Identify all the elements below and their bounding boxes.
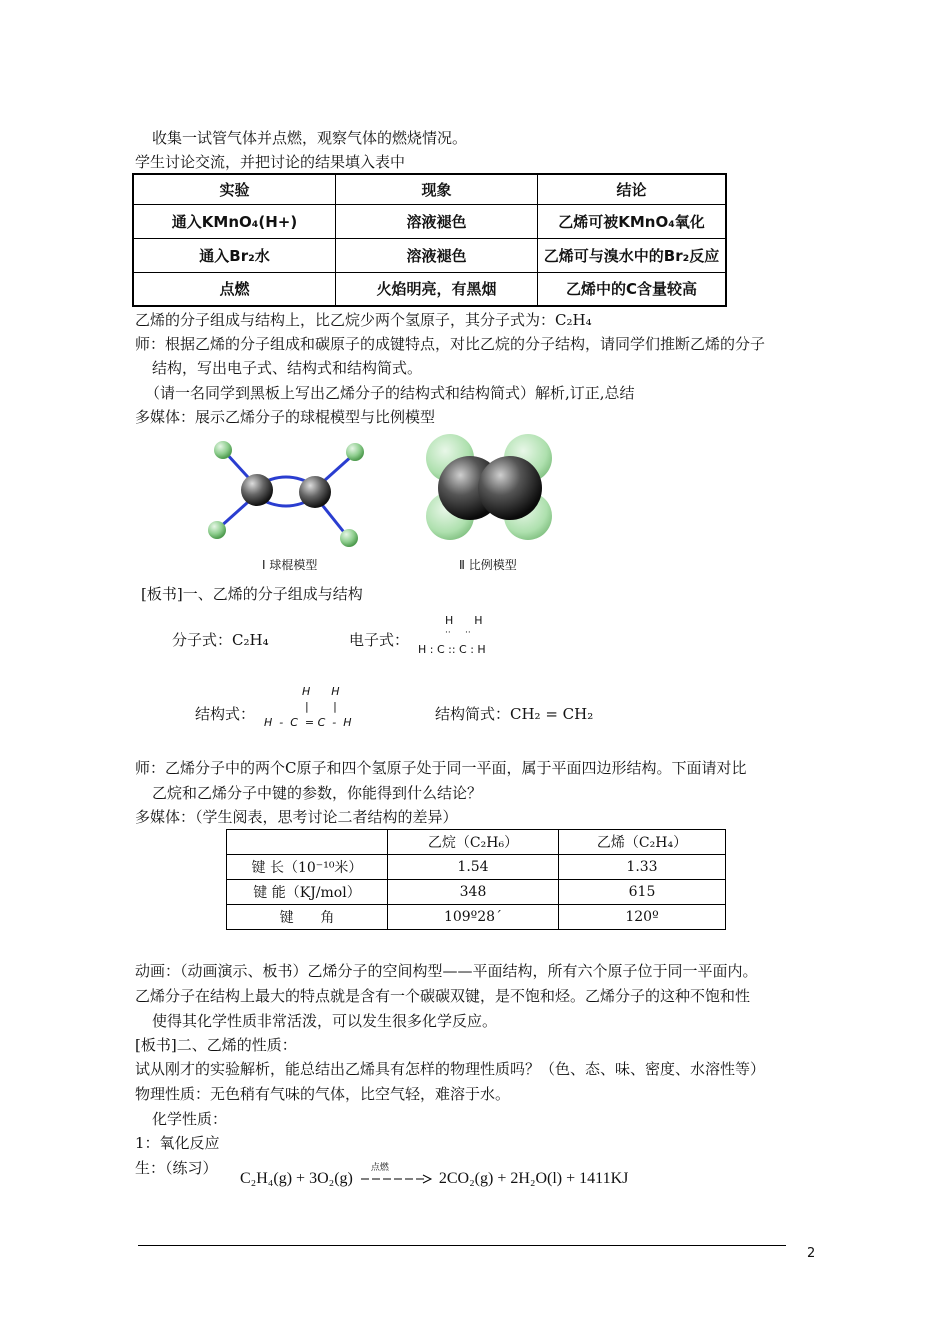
paragraph: 学生讨论交流，并把讨论的结果填入表中 xyxy=(135,153,406,171)
combustion-equation xyxy=(240,1163,629,1188)
paragraph: 收集一试管气体并点燃，观察气体的燃烧情况。 xyxy=(152,129,468,147)
reaction-arrow xyxy=(357,1163,435,1188)
paragraph: 多媒体：展示乙烯分子的球棍模型与比例模型 xyxy=(135,408,436,426)
paragraph: 乙烯分子在结构上最大的特点就是含有一个碳碳双键，是不饱和烃。乙烯分子的这种不饱和性 xyxy=(135,987,751,1005)
ball-stick-model xyxy=(195,432,375,554)
table-cell: 1.33 xyxy=(559,855,726,880)
carbon-atom xyxy=(478,456,542,520)
paragraph: 动画：（动画演示、板书）乙烯分子的空间构型——平面结构，所有六个原子位于同一平面内。 xyxy=(135,962,758,980)
bond-parameter-table xyxy=(226,829,726,930)
equation-left: C₂H₄(g) + 3O₂(g) xyxy=(240,1170,353,1187)
page-number: 2 xyxy=(807,1246,816,1261)
table-cell: 溶液褪色 xyxy=(336,238,538,272)
reaction-condition: 点燃 xyxy=(370,1163,389,1173)
table-cell: 键 角 xyxy=(227,905,388,930)
table-cell: 通入Br₂水 xyxy=(133,238,336,272)
header-cell: 现象 xyxy=(336,174,538,204)
table-cell: 溶液褪色 xyxy=(336,204,538,238)
paragraph: 生：（练习） xyxy=(135,1159,218,1177)
header-cell: 结论 xyxy=(538,174,727,204)
paragraph: 师：乙烯分子中的两个C原子和四个氢原子处于同一平面，属于平面四边形结构。下面请对比 xyxy=(135,759,747,777)
electron-label: 电子式： xyxy=(349,631,410,649)
table-cell: 点燃 xyxy=(133,272,336,306)
table-cell: 1.54 xyxy=(388,855,559,880)
paragraph: 乙烯的分子组成与结构上，比乙烷少两个氢原子，其分子式为：C₂H₄ xyxy=(135,311,592,329)
arrow-icon xyxy=(359,1173,433,1185)
table-cell: 火焰明亮，有黑烟 xyxy=(336,272,538,306)
electron-formula-dots: ·· ·· xyxy=(445,628,471,638)
paragraph: 物理性质：无色稍有气味的气体，比空气轻，难溶于水。 xyxy=(135,1085,511,1103)
table-cell: 通入KMnO₄(H+) xyxy=(133,204,336,238)
paragraph: 化学性质： xyxy=(152,1110,228,1128)
hydrogen-atom xyxy=(346,443,364,461)
paragraph: 使得其化学性质非常活泼，可以发生很多化学反应。 xyxy=(152,1012,498,1030)
paragraph: 结构，写出电子式、结构式和结构简式。 xyxy=(152,359,423,377)
structural-formula-bars: | | xyxy=(305,700,337,713)
carbon-atom xyxy=(299,476,331,508)
hydrogen-atom xyxy=(214,441,232,459)
paragraph: 乙烷和乙烯分子中键的参数，你能得到什么结论？ xyxy=(152,784,483,802)
structural-formula-bottom: H - C = C - H xyxy=(264,716,352,729)
simple-formula: 结构简式：CH₂ = CH₂ xyxy=(435,705,594,723)
molecular-formula: 分子式：C₂H₄ xyxy=(172,631,269,649)
table-cell: 键 长（10⁻¹⁰米） xyxy=(227,855,388,880)
caption: Ⅱ 比例模型 xyxy=(459,558,517,572)
table-cell: 乙烯可被KMnO₄氧化 xyxy=(538,204,727,238)
table-cell: 键 能（KJ/mol） xyxy=(227,880,388,905)
header-cell: 实验 xyxy=(133,174,336,204)
paragraph: 试从刚才的实验解析，能总结出乙烯具有怎样的物理性质吗？（色、态、味、密度、水溶性等） xyxy=(135,1060,766,1078)
structural-label: 结构式： xyxy=(195,705,256,723)
carbon-atom xyxy=(241,474,273,506)
caption: Ⅰ 球棍模型 xyxy=(262,558,318,572)
heading: [板书]一、乙烯的分子组成与结构 xyxy=(141,585,363,603)
table-cell: 乙烯中的C含量较高 xyxy=(538,272,727,306)
table-cell: 348 xyxy=(388,880,559,905)
table-cell: 120º xyxy=(559,905,726,930)
experiment-table xyxy=(132,173,727,307)
equation-right: 2CO₂(g) + 2H₂O(l) + 1411KJ xyxy=(438,1170,629,1187)
paragraph: 多媒体：（学生阅表，思考讨论二者结构的差异） xyxy=(135,808,458,826)
paragraph: 1：氧化反应 xyxy=(135,1134,220,1152)
header-cell: 乙烯（C₂H₄） xyxy=(559,830,726,855)
paragraph: 师：根据乙烯的分子组成和碳原子的成键特点，对比乙烷的分子结构，请同学们推断乙烯的分子 xyxy=(135,335,766,353)
heading: [板书]二、乙烯的性质： xyxy=(135,1036,297,1054)
table-cell: 109º28´ xyxy=(388,905,559,930)
electron-formula-top: H H xyxy=(445,614,483,627)
paragraph: （请一名同学到黑板上写出乙烯分子的结构式和结构简式）解析,订正,总结 xyxy=(145,384,635,402)
hydrogen-atom xyxy=(208,521,226,539)
header-cell: 乙烷（C₂H₆） xyxy=(388,830,559,855)
electron-formula-bottom: H : C :: C : H xyxy=(418,643,486,656)
footer-rule xyxy=(138,1245,786,1246)
header-cell xyxy=(227,830,388,855)
space-filling-model xyxy=(420,430,558,542)
table-cell: 615 xyxy=(559,880,726,905)
table-cell: 乙烯可与溴水中的Br₂反应 xyxy=(538,238,727,272)
hydrogen-atom xyxy=(340,529,358,547)
structural-formula-top: H H xyxy=(302,685,340,698)
